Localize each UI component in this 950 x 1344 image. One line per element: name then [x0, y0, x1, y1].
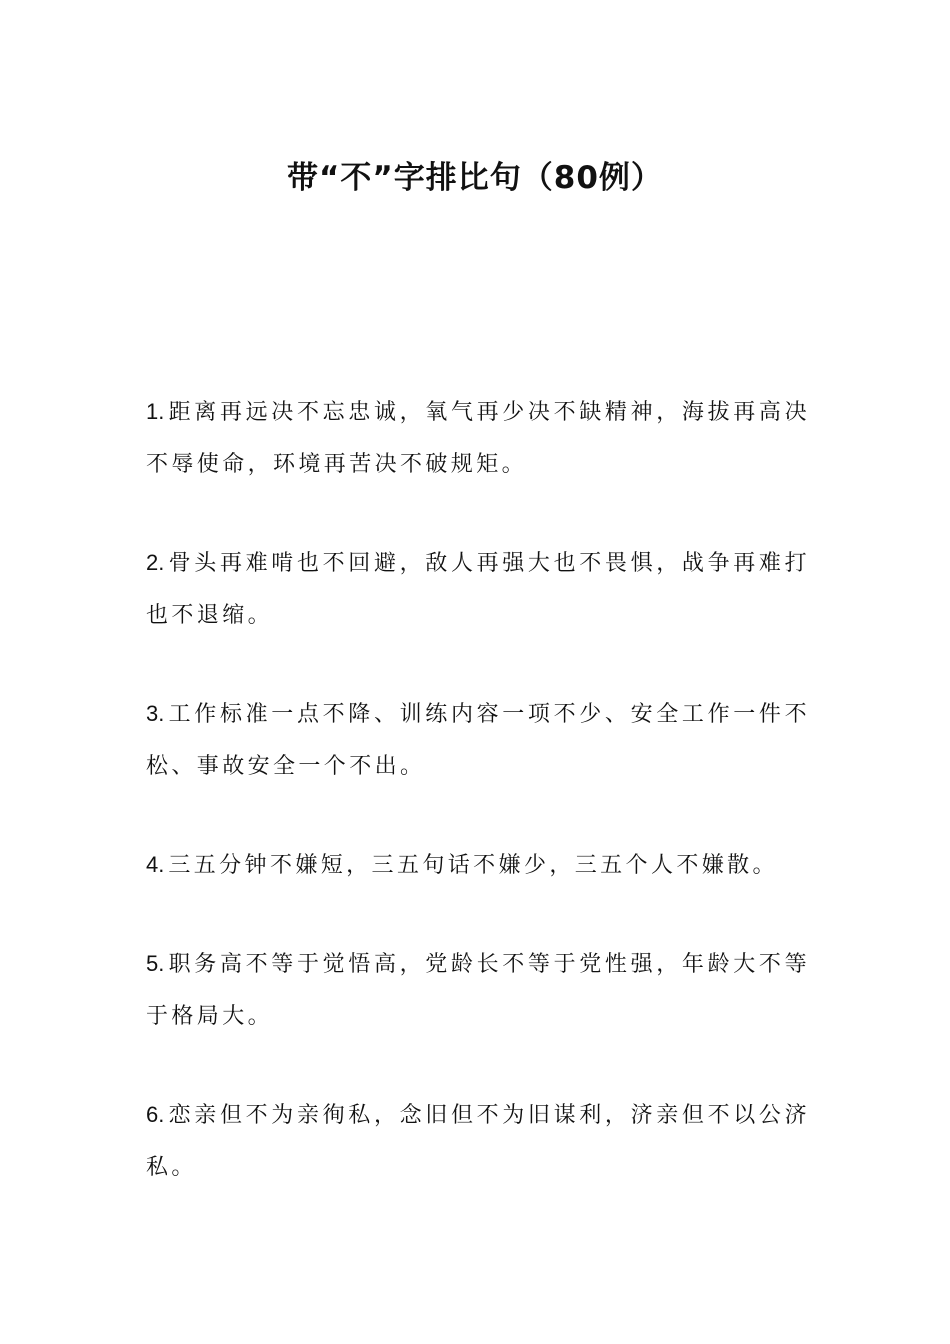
list-item: [146, 938, 810, 1043]
item-number: 6.: [146, 1102, 165, 1127]
item-number: 5.: [146, 951, 165, 976]
item-text: 恋亲但不为亲徇私，念旧但不为旧谋利，济亲但不以公济私。: [146, 1103, 810, 1180]
item-number: 3.: [146, 701, 165, 726]
item-text: 三五分钟不嫌短，三五句话不嫌少，三五个人不嫌散。: [168, 853, 778, 878]
item-text: 骨头再难啃也不回避，敌人再强大也不畏惧，战争再难打也不退缩。: [146, 551, 810, 628]
item-number: 2.: [146, 550, 165, 575]
page-title: 带“不”字排比句（80例）: [287, 160, 663, 196]
item-number: 4.: [146, 852, 165, 877]
list-item: [146, 688, 810, 793]
list-item: [146, 537, 810, 642]
item-number: 1.: [146, 399, 165, 424]
item-text: 职务高不等于觉悟高，党龄长不等于党性强，年龄大不等于格局大。: [146, 952, 810, 1029]
sentence-list: [146, 386, 810, 1240]
list-item: [146, 1089, 810, 1194]
item-text: 距离再远决不忘忠诚，氧气再少决不缺精神，海拔再高决不辱使命，环境再苦决不破规矩。: [146, 400, 810, 477]
list-item: [146, 386, 810, 491]
list-item: [146, 839, 810, 892]
item-text: 工作标准一点不降、训练内容一项不少、安全工作一件不松、事故安全一个不出。: [146, 702, 810, 779]
